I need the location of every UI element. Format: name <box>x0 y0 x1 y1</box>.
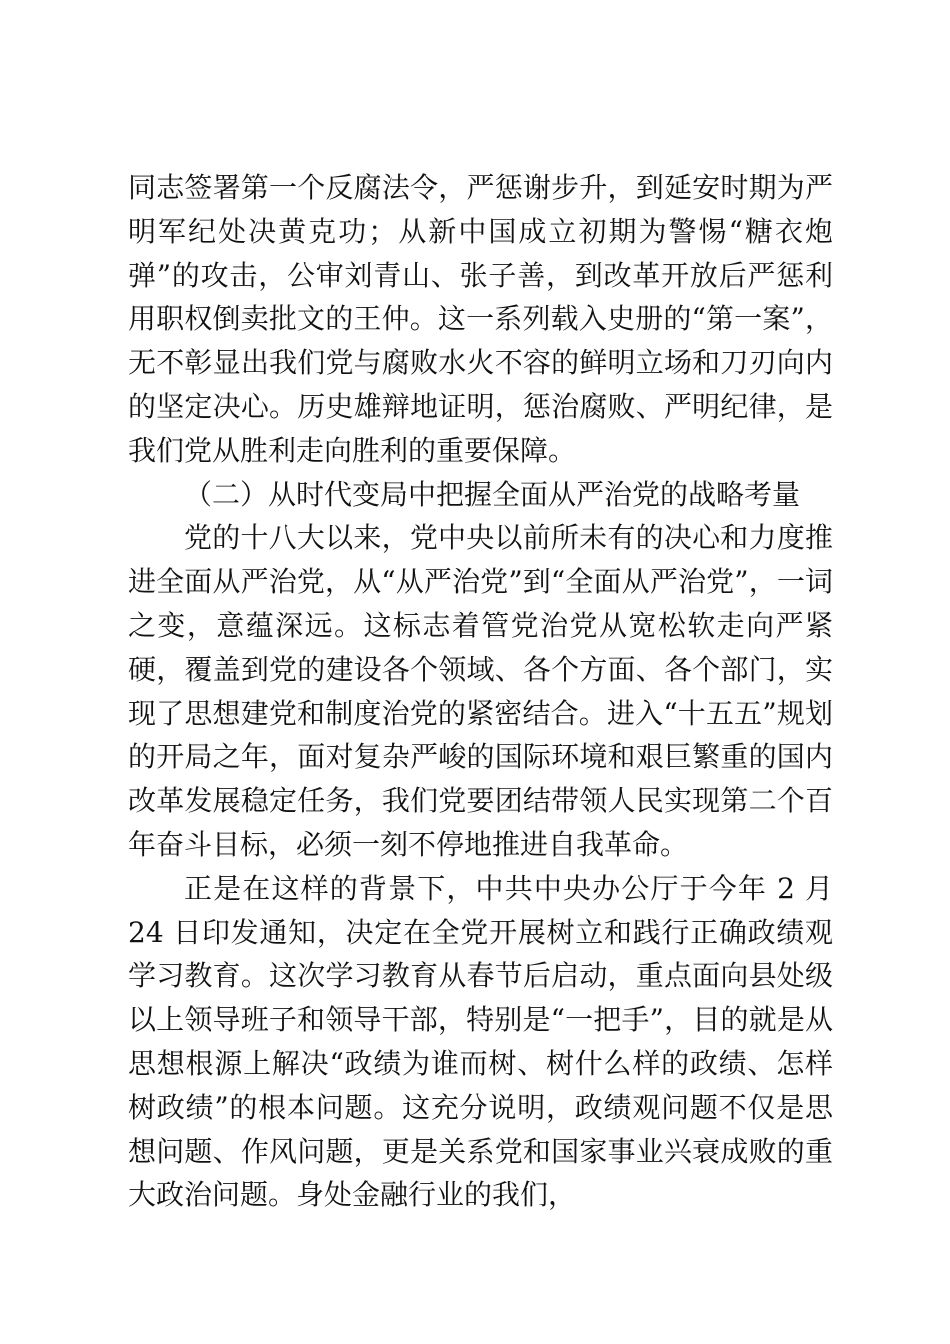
paragraph-study-education: 正是在这样的背景下，中共中央办公厅于今年 2 月 24 日印发通知，决定在全党开展树立和践行正确政绩观学习教育。这次学习教育从春节后启动，重点面向县处级以上领导班子和领导干部，特别是“一把手”，目的就是从思想根源上解决“政绩为谁而树、树什么样的政绩、怎样树政绩”的根本问题。这充分说明，政绩观问题不仅是思想问题、作风问题，更是关系党和国家事业兴衰成败的重大政治问题。身处金融行业的我们， <box>128 871 833 1212</box>
document-body <box>128 166 833 1217</box>
section-heading: （二）从时代变局中把握全面从严治党的战略考量 <box>184 477 801 511</box>
paragraph-party-governance: 党的十八大以来，党中央以前所未有的决心和力度推进全面从严治党，从“从严治党”到“全面从严治党”，一词之变，意蕴深远。这标志着管党治党从宽松软走向严紧硬，覆盖到党的建设各个领域、各个方面、各个部门，实现了思想建党和制度治党的紧密结合。进入“十五五”规划的开局之年，面对复杂严峻的国际环境和艰巨繁重的国内改革发展稳定任务，我们党要团结带领人民实现第二个百年奋斗目标，必须一刻不停地推进自我革命。 <box>128 521 833 861</box>
paragraph-continued: 同志签署第一个反腐法令，严惩谢步升，到延安时期为严明军纪处决黄克功；从新中国成立初期为警惕“糖衣炮弹”的攻击，公审刘青山、张子善，到改革开放后严惩利用职权倒卖批文的王仲。这一系列载入史册的“第一案”，无不彰显出我们党与腐败水火不容的鲜明立场和刀刃向内的坚定决心。历史雄辩地证明，惩治腐败、严明纪律，是我们党从胜利走向胜利的重要保障。 <box>128 171 833 467</box>
